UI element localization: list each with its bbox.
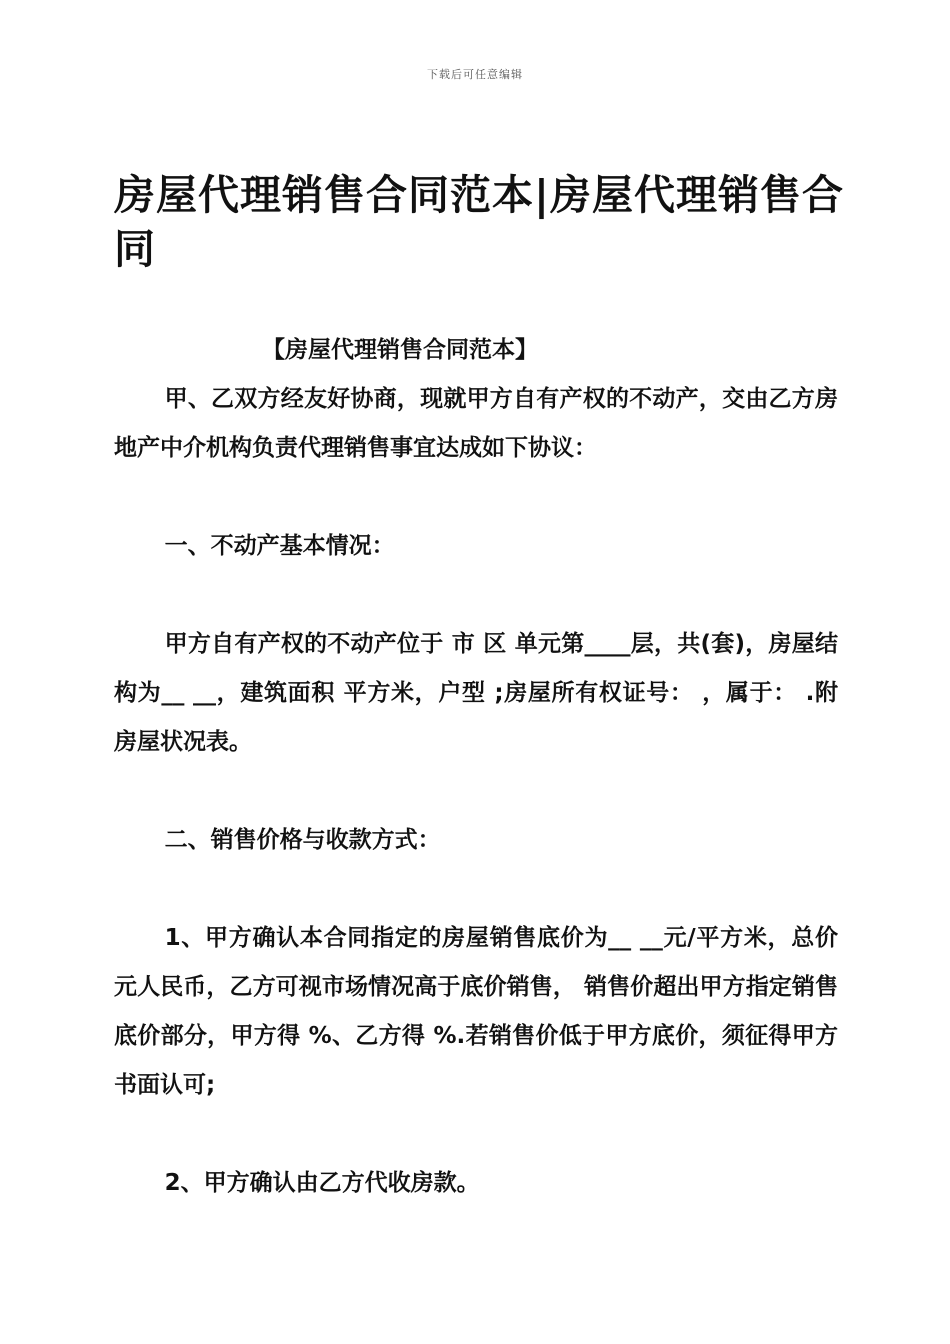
intro-paragraph: 甲、乙双方经友好协商，现就甲方自有产权的不动产，交由乙方房地产中介机构负责代理销售事宜达成如下协议： bbox=[114, 386, 838, 461]
section-1-body: 甲方自有产权的不动产位于 市 区 单元第____层，共(套)，房屋结构为__ __，建筑面积 平方米，户型 ;房屋所有权证号： ，属于： .附房屋状况表。 bbox=[114, 631, 838, 755]
document-title: 房屋代理销售合同范本|房屋代理销售合同 bbox=[114, 171, 844, 273]
spacer bbox=[114, 1110, 838, 1159]
spacer bbox=[114, 473, 838, 522]
document-body bbox=[114, 326, 838, 1208]
section-2-item-1: 1、甲方确认本合同指定的房屋销售底价为__ __元/平方米，总价 元人民币，乙方可视市场情况高于底价销售， 销售价超出甲方指定销售底价部分，甲方得 %、乙方得 %.若销售价低于甲方底价，须征得甲方书面认可; bbox=[114, 925, 838, 1098]
contract-subtitle: 【房屋代理销售合同范本】 bbox=[262, 337, 538, 363]
spacer bbox=[114, 571, 838, 620]
spacer bbox=[114, 865, 838, 914]
header-note: 下载后可任意编辑 bbox=[427, 68, 523, 81]
section-2-heading: 二、销售价格与收款方式： bbox=[164, 827, 441, 853]
section-2-item-2: 2、甲方确认由乙方代收房款。 bbox=[164, 1170, 480, 1196]
section-1-heading: 一、不动产基本情况： bbox=[164, 533, 395, 559]
spacer bbox=[114, 767, 838, 816]
